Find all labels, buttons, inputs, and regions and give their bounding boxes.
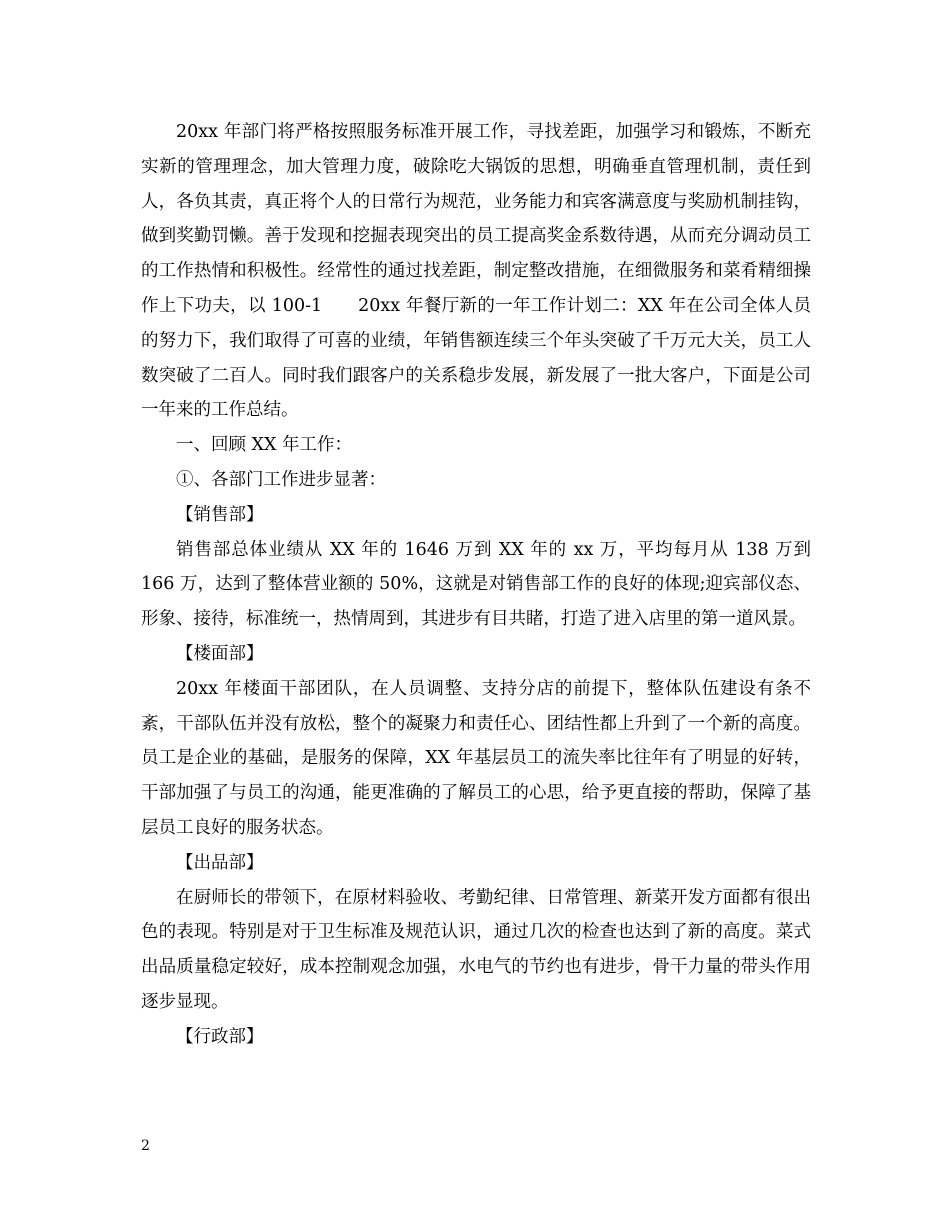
paragraph-work-plan: 20xx 年部门将严格按照服务标准开展工作，寻找差距，加强学习和锻炼，不断充实新的管理理念，加大管理力度，破除吃大锅饭的思想，明确垂直管理机制，责任到人，各负其责，真正将个人的日常行为规范，业务能力和宾客满意度与奖励机制挂钩，做到奖勤罚懒。善于发现和挖掘表现突出的员工提高奖金系数待遇，从而充分调动员工的工作热情和积极性。经常性的通过找差距，制定整改措施，在细微服务和菜肴精细操作上下功夫，以 100-1 20xx 年餐厅新的一年工作计划二：XX 年在公司全体人员的努力下，我们取得了可喜的业绩，年销售额连续三个年头突破了千万元大关，员工人数突破了二百人。同时我们跟客户的关系稳步发展，新发展了一批大客户，下面是公司一年来的工作总结。 xyxy=(141,122,811,421)
paragraph-sales-department: 销售部总体业绩从 XX 年的 1646 万到 XX 年的 xx 万，平均每月从 138 万到 166 万，达到了整体营业额的 50%，这就是对销售部工作的良好的体现;迎宾部仪态、形象、接待，标准统一，热情周到，其进步有目共睹，打造了进入店里的第一道风景。 xyxy=(141,539,817,630)
heading-kitchen-department: 【出品部】 xyxy=(176,852,264,873)
paragraph-floor-department: 20xx 年楼面干部团队，在人员调整、支持分店的前提下，整体队伍建设有条不紊，干部队伍并没有放松，整个的凝聚力和责任心、团结性都上升到了一个新的高度。员工是企业的基础，是服务的保障，XX 年基层员工的流失率比往年有了明显的好转，干部加强了与员工的沟通，能更准确的了解员工的心思，给予更直接的帮助，保障了基层员工良好的服务状态。 xyxy=(141,678,811,838)
page-number: 2 xyxy=(141,1138,150,1154)
heading-admin-department: 【行政部】 xyxy=(176,1026,264,1047)
heading-department-progress: ①、各部门工作进步显著： xyxy=(176,469,386,490)
heading-sales-department: 【销售部】 xyxy=(176,504,264,525)
paragraph-kitchen-department: 在厨师长的带领下，在原材料验收、考勤纪律、日常管理、新菜开发方面都有很出色的表现。特别是对于卫生标准及规范认识，通过几次的检查也达到了新的高度。菜式出品质量稳定较好，成本控制观念加强，水电气的节约也有进步，骨干力量的带头作用逐步显现。 xyxy=(141,887,811,1012)
heading-review: 一、回顾 XX 年工作： xyxy=(176,435,353,456)
heading-floor-department: 【楼面部】 xyxy=(176,643,264,664)
document-body xyxy=(141,115,817,1055)
